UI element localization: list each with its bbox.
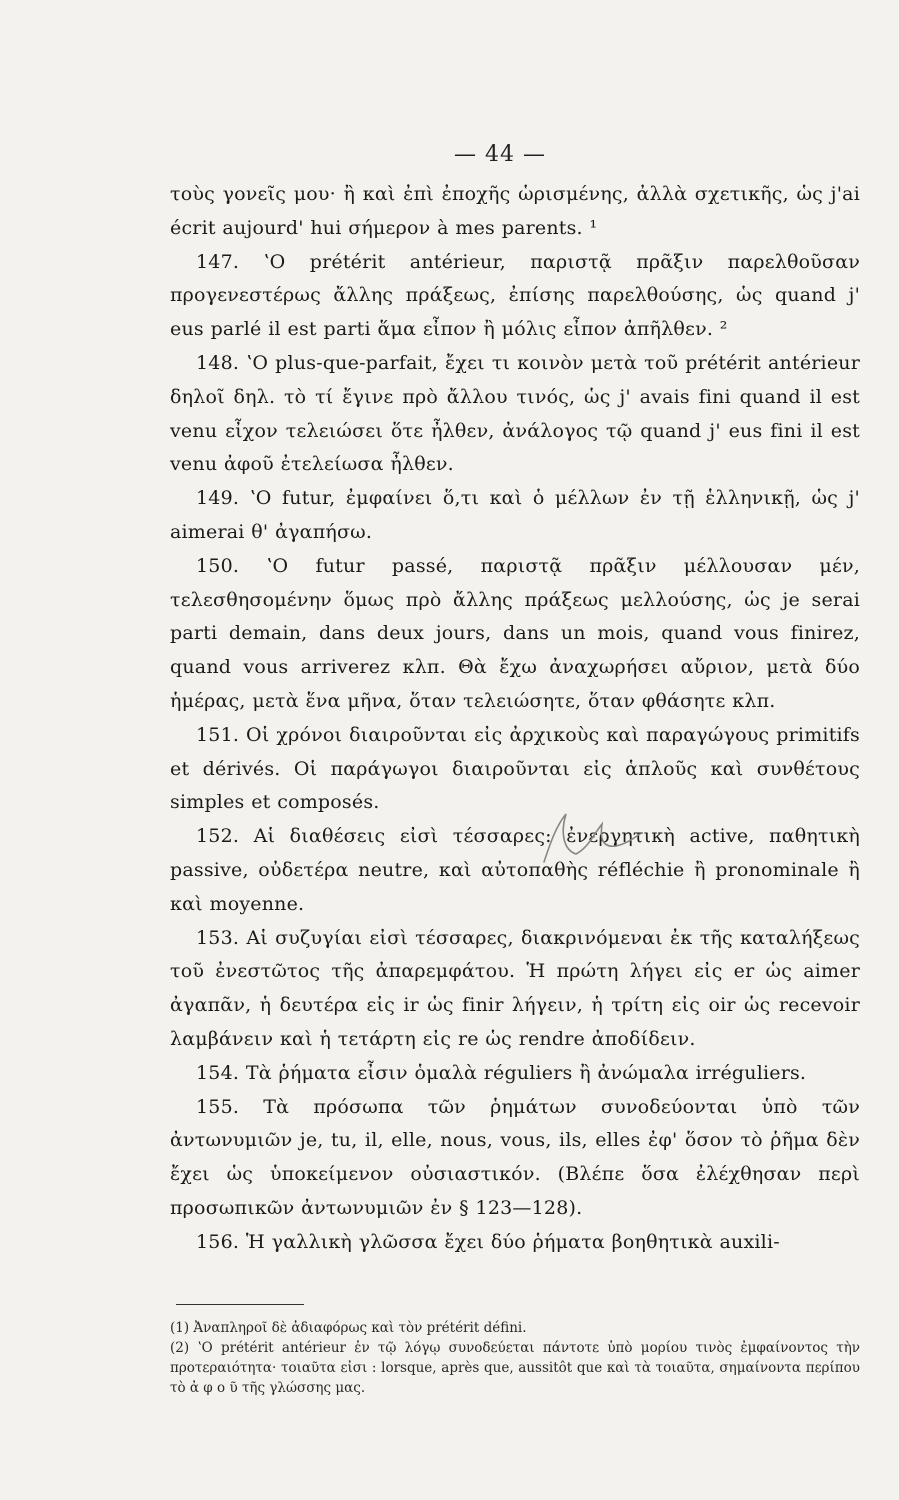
paragraph-153: 153. Αἱ συζυγίαι εἰσὶ τέσσαρες, διακρινόμεναι ἐκ τῆς καταλήξεως τοῦ ἐνεστῶτος τῆς ἀπαρεμφάτου. Ἡ πρώτη λήγει εἰς er ὡς aimer ἀγαπᾶν, ἡ δευτέρα εἰς ir ὡς finir λήγειν, ἡ τρίτη εἰς oir ὡς recevoir λαμβάνειν καὶ ἡ τετάρτη εἰς re ὡς rendre ἀποδίδειν. bbox=[170, 926, 860, 1050]
footnotes bbox=[170, 1318, 860, 1398]
footnote-2: (2) ʽΟ prétérit antérieur ἐν τῷ λόγῳ συνοδεύεται πάντοτε ὑπὸ μορίου τινὸς ἐμφαίνοντος τὴν προτεραιότητα· τοιαῦτα εἰσι : lorsque, après que, aussitôt que καὶ τὰ τοιαῦτα, σημαίνοντα περίπου τὸ ἀ φ ο ῦ τῆς γλώσσης μας. bbox=[170, 1340, 860, 1396]
footnote-separator bbox=[176, 1304, 304, 1305]
paragraph-151: 151. Οἱ χρόνοι διαιροῦνται εἰς ἀρχικοὺς καὶ παραγώγους primitifs et dérivés. Οἱ παράγωγοι διαιροῦνται εἰς ἁπλοῦς καὶ συνθέτους simples et composés. bbox=[170, 723, 860, 814]
pencil-annotation-mark bbox=[536, 804, 646, 874]
paragraph-152: 152. Αἱ διαθέσεις εἰσὶ τέσσαρες: ἐνεργητικὴ active, παθητικὴ passive, οὐδετέρα neutre, καὶ αὐτοπαθὴς réfléchie ἢ pronominale ἢ καὶ moyenne. bbox=[170, 825, 860, 915]
paragraph-155: 155. Τὰ πρόσωπα τῶν ῥημάτων συνοδεύονται ὑπὸ τῶν ἀντωνυμιῶν je, tu, il, elle, nous, vous, ils, elles ἐφ' ὅσον τὸ ῥῆμα δὲν ἔχει ὡς ὑποκείμενον οὐσιαστικόν. (Βλέπε ὅσα ἐλέχθησαν περὶ προσωπικῶν ἀντωνυμιῶν ἐν § 123—128). bbox=[170, 1095, 860, 1219]
paragraph-149: 149. ʽΟ futur, ἐμφαίνει ὅ,τι καὶ ὁ μέλλων ἐν τῇ ἑλληνικῇ, ὡς j' aimerai θ' ἀγαπήσω. bbox=[170, 487, 860, 543]
paragraph-147: 147. ʽΟ prétérit antérieur, παριστᾷ πρᾶξιν παρελθοῦσαν προγενεστέρως ἄλλης πράξεως, ἐπίσης παρελθούσης, ὡς quand j' eus parlé il est parti ἅμα εἶπον ἢ μόλις εἶπον ἀπῆλθεν. ² bbox=[170, 250, 860, 341]
paragraph-154: 154. Τὰ ῥήματα εἶσιν ὁμαλὰ réguliers ἢ ἀνώμαλα irréguliers. bbox=[196, 1061, 807, 1084]
paragraph-150: 150. ʽΟ futur passé, παριστᾷ πρᾶξιν μέλλουσαν μέν, τελεσθησομένην ὅμως πρὸ ἄλλης πράξεως μελλούσης, ὡς je serai parti demain, dans deux jours, dans un mois, quand vous finirez, quand vous arriverez κλπ. Θὰ ἔχω ἀναχωρήσει αὔριον, μετὰ δύο ἡμέρας, μετὰ ἕνα μῆνα, ὅταν τελειώσητε, ὅταν φθάσητε κλπ. bbox=[170, 554, 860, 712]
footnote-1: (1) Ἀναπληροῖ δὲ ἀδιαφόρως καὶ τὸν prétérit défini. bbox=[170, 1320, 527, 1336]
paragraph-148: 148. ʽΟ plus-que-parfait, ἔχει τι κοινὸν μετὰ τοῦ prétérit antérieur δηλοῖ δηλ. τὸ τί ἔγινε πρὸ ἄλλου τινός, ὡς j' avais fini quand il est venu εἶχον τελειώσει ὅτε ἦλθεν, ἀνάλογος τῷ quand j' eus fini il est venu ἀφοῦ ἐτελείωσα ἦλθεν. bbox=[170, 351, 860, 476]
page-number: — 44 — bbox=[454, 142, 546, 167]
main-text bbox=[170, 178, 860, 1260]
paragraph-156: 156. Ἡ γαλλικὴ γλῶσσα ἔχει δύο ῥήματα βοηθητικὰ auxili- bbox=[196, 1230, 780, 1253]
paragraph-continuation: τοὺς γονεῖς μου· ἢ καὶ ἐπὶ ἐποχῆς ὡρισμένης, ἀλλὰ σχετικῆς, ὡς j'ai écrit aujourd' hui σήμερον à mes parents. ¹ bbox=[170, 183, 860, 239]
